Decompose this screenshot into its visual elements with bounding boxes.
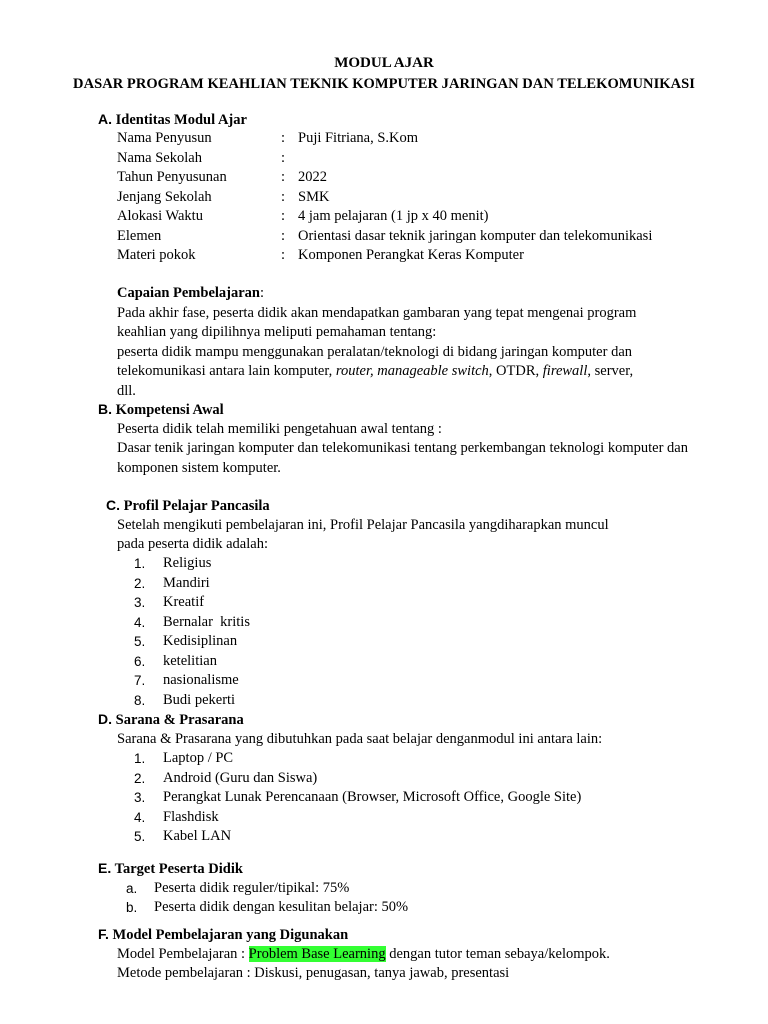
list-item-text: Kreatif bbox=[163, 594, 205, 610]
list-item-text: Bernalar kritis bbox=[163, 613, 250, 630]
section-f-title: Model Pembelajaran yang Digunakan bbox=[112, 927, 349, 943]
list-item bbox=[0, 574, 700, 594]
model-highlight: Problem Base Learning bbox=[248, 945, 386, 962]
capaian-heading bbox=[117, 284, 264, 304]
list-item bbox=[0, 652, 700, 672]
list-item-number: 3. bbox=[134, 790, 146, 805]
list-item-text: Peserta didik dengan kesulitan belajar: 50% bbox=[154, 899, 409, 915]
list-item-number: 5. bbox=[134, 634, 146, 649]
section-c-title: Profil Pelajar Pancasila bbox=[123, 498, 270, 514]
identity-colon: : bbox=[281, 227, 286, 244]
list-item-letter: b. bbox=[126, 900, 138, 915]
identity-value: SMK bbox=[298, 188, 330, 205]
list-item-text: nasionalisme bbox=[163, 672, 239, 688]
capaian-heading-text: Capaian Pembelajaran bbox=[117, 285, 260, 301]
list-item-text: Kabel LAN bbox=[163, 828, 232, 844]
list-item bbox=[0, 632, 700, 652]
identity-row bbox=[0, 129, 768, 149]
capaian-text-line: keahlian yang dipilihnya meliputi pemahaman tentang: bbox=[117, 324, 437, 340]
identity-value: Komponen Perangkat Keras Komputer bbox=[298, 247, 524, 263]
section-f-heading bbox=[98, 925, 348, 946]
list-item-number: 1. bbox=[134, 751, 146, 766]
identity-row bbox=[0, 188, 768, 208]
list-item-number: 5. bbox=[134, 829, 146, 844]
list-item bbox=[0, 749, 700, 769]
identity-label: Nama Sekolah bbox=[117, 149, 202, 166]
section-c-letter: C. bbox=[106, 497, 120, 513]
model-line bbox=[117, 945, 610, 965]
list-item-number: 4. bbox=[134, 614, 146, 630]
list-item-number: 4. bbox=[134, 809, 146, 825]
capaian-heading-colon: : bbox=[259, 285, 265, 301]
metode-line: Metode pembelajaran : Diskusi, penugasan, tanya jawab, presentasi bbox=[117, 965, 510, 981]
list-item bbox=[0, 593, 700, 613]
identity-value: Orientasi dasar teknik jaringan komputer dan telekomunikasi bbox=[298, 227, 653, 244]
capaian-italic-router: router, manageable switch bbox=[335, 363, 489, 379]
list-item bbox=[0, 827, 700, 847]
section-b-text-line: Peserta didik telah memiliki pengetahuan awal tentang : bbox=[117, 420, 442, 437]
section-e-letter: E. bbox=[98, 860, 112, 876]
list-item-text: Kedisiplinan bbox=[163, 633, 238, 649]
section-d-heading bbox=[98, 710, 244, 731]
section-b-text-line: Dasar tenik jaringan komputer dan telekomunikasi tentang perkembangan teknologi komputer dan bbox=[117, 440, 688, 456]
capaian-text-line bbox=[117, 362, 633, 382]
identity-colon: : bbox=[281, 169, 286, 185]
identity-row bbox=[0, 168, 768, 188]
identity-value: 4 jam pelajaran (1 jp x 40 menit) bbox=[298, 208, 489, 224]
identity-label: Nama Penyusun bbox=[117, 130, 212, 146]
section-f-letter: F. bbox=[98, 926, 109, 942]
identity-colon: : bbox=[281, 130, 286, 146]
capaian-text-line: Pada akhir fase, peserta didik akan mendapatkan gambaran yang tepat mengenai program bbox=[117, 304, 637, 321]
list-item-text: Laptop / PC bbox=[163, 750, 234, 766]
document-header bbox=[0, 53, 768, 95]
list-item-text: Budi pekerti bbox=[163, 691, 236, 708]
section-a-heading bbox=[98, 110, 247, 131]
list-item-number: 7. bbox=[134, 673, 146, 688]
identity-label: Materi pokok bbox=[117, 247, 196, 263]
list-item-text: Peserta didik reguler/tipikal: 75% bbox=[154, 879, 350, 896]
list-item bbox=[0, 671, 700, 691]
document-title: MODUL AJAR bbox=[334, 55, 434, 71]
model-prefix: Model Pembelajaran : bbox=[117, 945, 249, 962]
capaian-italic-firewall: firewall bbox=[542, 363, 588, 379]
identity-label: Tahun Penyusunan bbox=[117, 169, 227, 185]
section-c-text-line: pada peserta didik adalah: bbox=[117, 536, 268, 552]
identity-label: Jenjang Sekolah bbox=[117, 188, 212, 205]
list-item-number: 6. bbox=[134, 653, 146, 669]
identity-colon: : bbox=[281, 208, 286, 224]
section-b-text-line: komponen sistem komputer. bbox=[117, 459, 281, 476]
section-e-heading bbox=[98, 859, 243, 880]
section-b-letter: B. bbox=[98, 401, 112, 417]
section-b-heading bbox=[98, 400, 224, 421]
list-item-number: 8. bbox=[134, 692, 146, 708]
section-a-title: Identitas Modul Ajar bbox=[115, 112, 247, 128]
section-a-letter: A. bbox=[98, 111, 112, 127]
document-subtitle: DASAR PROGRAM KEAHLIAN TEKNIK KOMPUTER JARINGAN DAN TELEKOMUNIKASI bbox=[73, 76, 695, 92]
identity-value: Puji Fitriana, S.Kom bbox=[298, 130, 419, 146]
identity-colon: : bbox=[281, 149, 286, 166]
identity-label: Alokasi Waktu bbox=[117, 208, 203, 224]
list-item bbox=[0, 788, 700, 808]
list-item-text: ketelitian bbox=[163, 652, 217, 669]
section-d-text-line: Sarana & Prasarana yang dibutuhkan pada saat belajar denganmodul ini antara lain: bbox=[117, 730, 603, 747]
section-d-title: Sarana & Prasarana bbox=[115, 712, 244, 728]
list-item-text: Religius bbox=[163, 555, 212, 571]
list-item bbox=[0, 879, 700, 899]
capaian-text-line: dll. bbox=[117, 382, 136, 399]
identity-colon: : bbox=[281, 247, 286, 263]
list-item bbox=[0, 808, 700, 828]
list-item-number: 2. bbox=[134, 770, 146, 786]
capaian-text-line: peserta didik mampu menggunakan peralatan/teknologi di bidang jaringan komputer dan bbox=[117, 343, 633, 360]
list-item-text: Mandiri bbox=[163, 574, 210, 591]
list-item-text: Flashdisk bbox=[163, 808, 219, 825]
section-b-title: Kompetensi Awal bbox=[115, 402, 224, 418]
list-item-text: Perangkat Lunak Perencanaan (Browser, Microsoft Office, Google Site) bbox=[163, 789, 582, 805]
capaian-text-segment: , OTDR, bbox=[488, 363, 543, 379]
capaian-text-segment: telekomunikasi antara lain komputer, bbox=[117, 363, 336, 379]
list-item bbox=[0, 769, 700, 789]
identity-colon: : bbox=[281, 188, 286, 205]
identity-value: 2022 bbox=[298, 169, 327, 185]
list-item-number: 3. bbox=[134, 595, 146, 610]
list-item bbox=[0, 691, 700, 711]
model-suffix: dengan tutor teman sebaya/kelompok. bbox=[385, 945, 610, 962]
list-item-text: Android (Guru dan Siswa) bbox=[163, 769, 318, 786]
list-item-number: 2. bbox=[134, 575, 146, 591]
list-item bbox=[0, 554, 700, 574]
identity-row bbox=[0, 149, 768, 169]
list-item bbox=[0, 898, 700, 918]
identity-label: Elemen bbox=[117, 227, 162, 244]
identity-row bbox=[0, 227, 768, 247]
section-c-text-line: Setelah mengikuti pembelajaran ini, Profil Pelajar Pancasila yangdiharapkan muncul bbox=[117, 516, 609, 533]
identity-row bbox=[0, 246, 768, 266]
list-item bbox=[0, 613, 700, 633]
section-c-heading bbox=[106, 496, 270, 517]
list-item-letter: a. bbox=[126, 880, 138, 896]
section-d-letter: D. bbox=[98, 711, 112, 727]
list-item-number: 1. bbox=[134, 556, 146, 571]
capaian-text-segment: , server, bbox=[587, 363, 634, 379]
identity-row bbox=[0, 207, 768, 227]
section-e-title: Target Peserta Didik bbox=[114, 861, 243, 877]
